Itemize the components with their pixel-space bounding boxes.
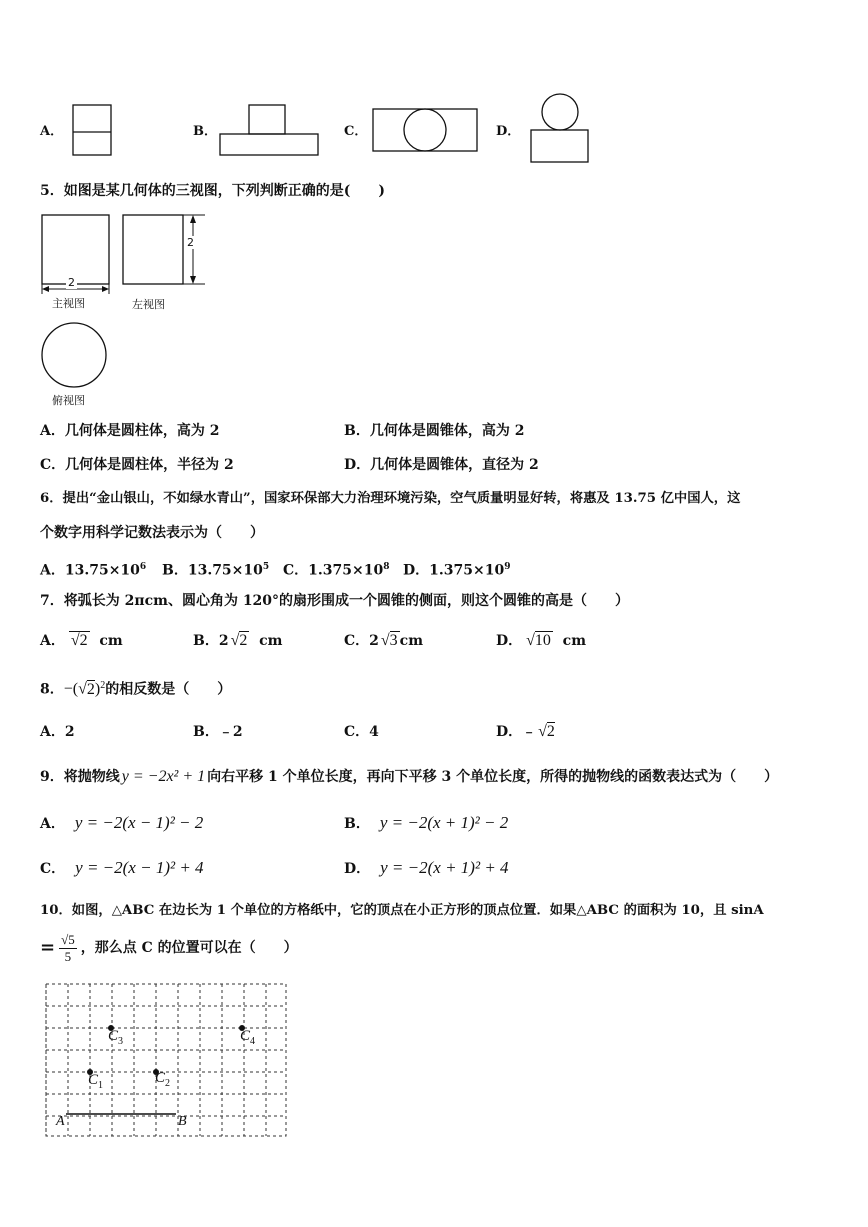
q6-option-b: B．$13.75\times 10^5$ [162, 562, 270, 579]
q8-option-a: A．2 [40, 724, 75, 740]
q6-option-c: C．$1.375\times 10^8$ [283, 562, 390, 579]
q7-stem: 7．将弧长为 2πcm、圆心角为 120°的扇形围成一个圆锥的侧面，则这个圆锥的高是（ ） [40, 593, 630, 609]
q4-option-c-label: C． [344, 124, 368, 139]
q6-option-a: A．$13.75\times 10^6$ [40, 562, 147, 579]
grid-border [46, 984, 286, 1136]
q4-option-d-label: D． [496, 124, 521, 139]
q5-top-view [40, 322, 110, 390]
q9-option-d: D． y = −2(x + 1)² + 4 [344, 858, 509, 877]
q9-option-a: A． y = −2(x − 1)² − 2 [40, 813, 204, 832]
q5-top-label: 俯视图 [52, 394, 85, 407]
q9-option-b: B． y = −2(x + 1)² − 2 [344, 813, 509, 832]
q4-option-d-figure [528, 93, 592, 165]
q7-option-d: D． √10 cm [496, 632, 587, 649]
q8-stem: 8．$-(√2)^2$的相反数是（ ） [40, 680, 232, 698]
q4-option-a-figure [72, 104, 114, 158]
q5-side-label: 左视图 [132, 298, 165, 311]
q9-option-c: C． y = −2(x − 1)² + 4 [40, 858, 204, 877]
grid-label-a: A [56, 1114, 65, 1129]
q5-option-b: B．几何体是圆锥体，高为 2 [344, 423, 525, 439]
grid-label-c3: $C_3$ [108, 1028, 124, 1047]
q4-option-a-label: A． [40, 124, 64, 139]
q6-option-d: D．$1.375\times 10^9$ [403, 562, 511, 579]
q6-stem-line1: 6．提出“金山银山，不如绿水青山”，国家环保部大力治理环境污染，空气质量明显好转，将惠及 13.75 亿中国人，这 [40, 491, 741, 506]
q7-option-b: B．2 √2 cm [193, 632, 283, 649]
q4-option-c-figure [372, 108, 480, 154]
q5-option-d: D．几何体是圆锥体，直径为 2 [344, 457, 539, 473]
grid-label-c1: $C_1$ [88, 1072, 104, 1091]
q10-grid-figure [46, 984, 288, 1140]
q7-option-a: A． √2 cm [40, 632, 123, 649]
grid-label-c2: $C_2$ [155, 1070, 171, 1089]
q4-option-b-figure [219, 104, 321, 158]
q10-stem-line2: = $\frac{√5}{5}$ ，那么点 C 的位置可以在（ ） [40, 931, 298, 964]
q5-front-label: 主视图 [52, 297, 85, 310]
q5-stem: 5．如图是某几何体的三视图，下列判断正确的是( ) [40, 183, 385, 199]
q5-dim-width: 2 [68, 276, 75, 289]
q9-stem: 9．将抛物线 y = −2x² + 1 向右平移 1 个单位长度，再向下平移 3 个单位长度，所得的抛物线的函数表达式为（ ） [40, 768, 779, 785]
q5-side-view [121, 214, 211, 288]
q7-option-c: C．2 √3 cm [344, 632, 424, 649]
grid-label-c4: $C_4$ [240, 1028, 256, 1047]
q4-option-b-label: B． [193, 124, 217, 139]
q8-option-b: B．﹣2 [193, 724, 243, 740]
q5-dim-height: 2 [187, 236, 194, 249]
q8-option-d: D．﹣ √2 [496, 723, 555, 740]
q8-option-c: C．4 [344, 724, 379, 740]
q6-stem-line2: 个数字用科学记数法表示为（ ） [40, 525, 264, 541]
q10-fraction: $\frac{√5}{5}$ [61, 931, 75, 964]
q10-stem-line1: 10．如图，△ABC 在边长为 1 个单位的方格纸中，它的顶点在小正方形的顶点位置．如果△ABC 的面积为 10，且 sinA [40, 903, 764, 918]
grid-label-b: B [178, 1114, 187, 1129]
q5-option-a: A．几何体是圆柱体，高为 2 [40, 423, 220, 439]
q5-option-c: C．几何体是圆柱体，半径为 2 [40, 457, 234, 473]
